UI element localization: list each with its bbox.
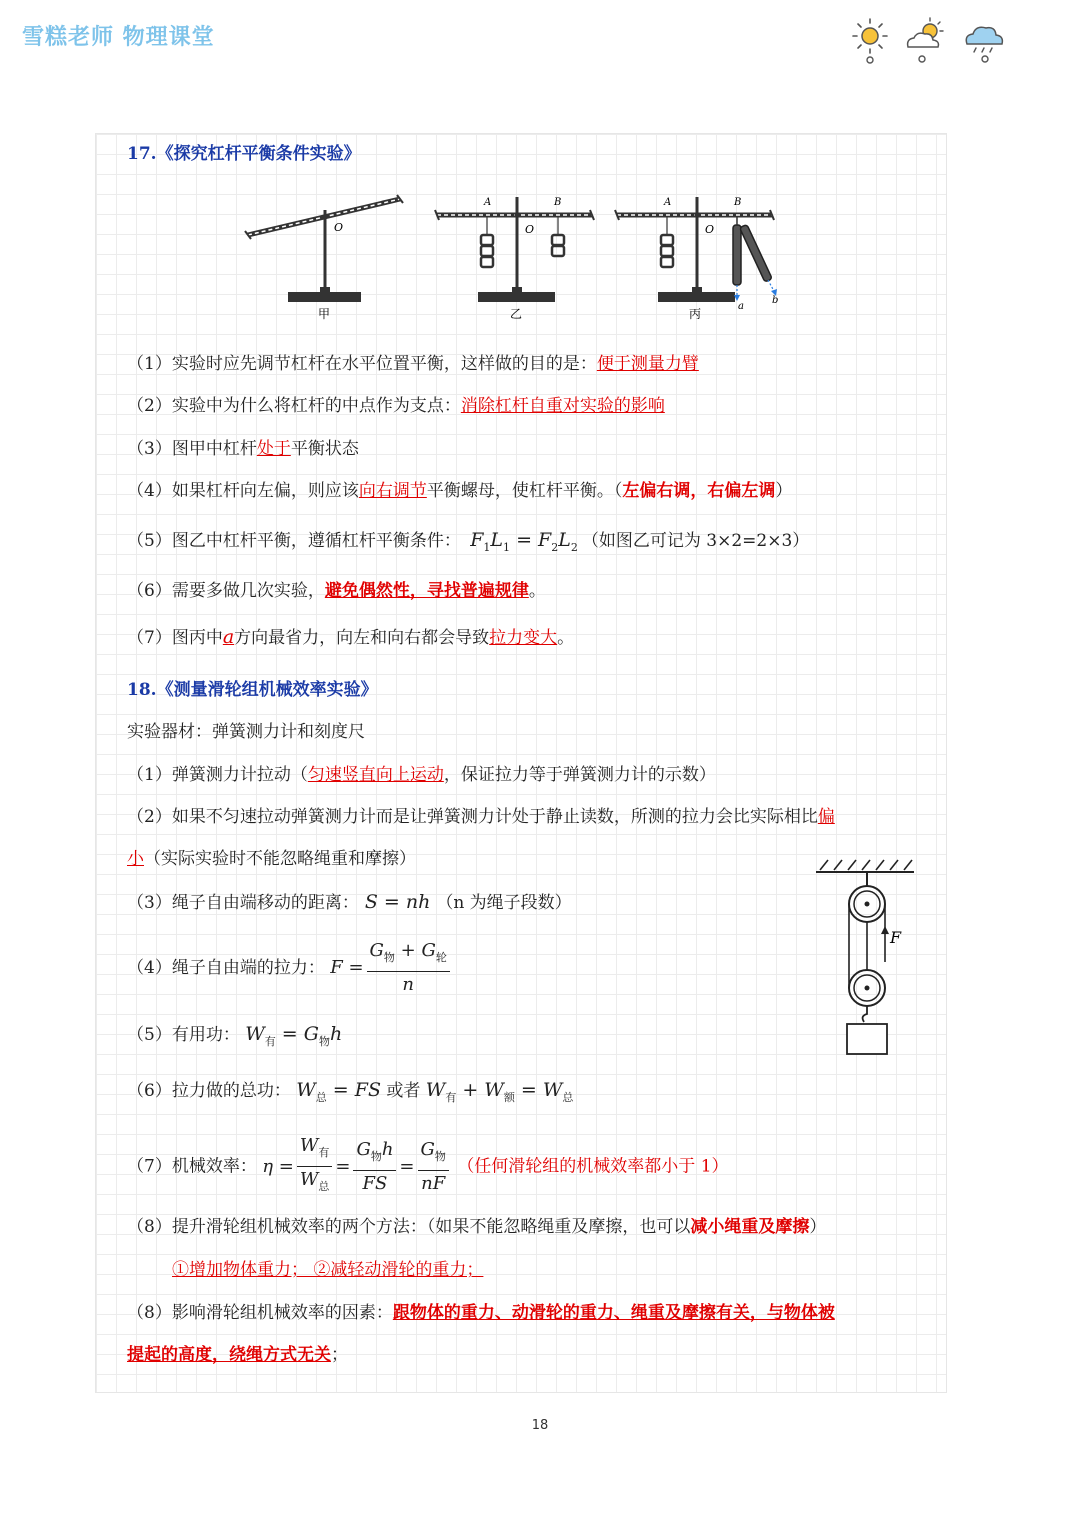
- direction-a-label: a: [738, 301, 744, 312]
- point-a-label: A: [664, 197, 672, 208]
- s18-question-7: （7）机械效率： η = $\frac{W_有}{W_总}$ = $\frac{G_物h}{FS}$ = $\frac{G_物}{nF}$ （任何滑轮组的机械效率都小于 1）: [127, 1135, 729, 1194]
- s18-note-7: （任何滑轮组的机械效率都小于 1）: [457, 1156, 729, 1177]
- pivot-label: O: [334, 221, 344, 234]
- s17-question-7: （7）图丙中a方向最省力，向左和向右都会导致拉力变大。: [127, 626, 575, 648]
- s18-question-8b-cont: 提起的高度，绕绳方式无关；: [127, 1345, 348, 1365]
- s17-note-4: 左偏右调，右偏左调: [622, 481, 776, 501]
- s18-question-6: （6）拉力做的总功： $W_总$ = FS 或者 $W_有 + W_额 = W_总$: [127, 1079, 574, 1104]
- s17-answer-1: 便于测量力臂: [596, 354, 699, 374]
- s18-red-8a: 减小绳重及摩擦: [690, 1217, 810, 1237]
- s17-answer-7: 拉力变大: [489, 628, 558, 648]
- pull-force-label: F: [890, 928, 902, 947]
- lever-balance-formula: $F_1L_1 = F_2L_2$: [470, 529, 578, 554]
- s18-answer-8a: ①增加物体重力； ②减轻动滑轮的重力；: [172, 1260, 484, 1280]
- s17-question-5: （5）图乙中杠杆平衡，遵循杠杆平衡条件： $F_1L_1 = F_2L_2$ （如图乙可记为 3×2=2×3）: [127, 529, 810, 554]
- figure-label-yi: 乙: [510, 307, 523, 321]
- lever-figure-yi: [435, 197, 594, 321]
- s18-question-8a: （8）提升滑轮组机械效率的两个方法：（如果不能忽略绳重及摩擦，也可以减小绳重及摩擦）: [127, 1217, 827, 1237]
- point-b-label: B: [554, 197, 562, 208]
- total-work-formula-a: $W_总$ = FS: [296, 1079, 381, 1104]
- s17-question-2: （2）实验中为什么将杠杆的中点作为支点：消除杠杆自重对实验的影响: [127, 396, 665, 416]
- section-18-title: 18.《测量滑轮组机械效率实验》: [127, 680, 378, 700]
- s18-question-4: （4）绳子自由端的拉力： F = $\frac{G_物 + G_轮}{n}$: [127, 940, 453, 996]
- section-17-title: 17.《探究杠杆平衡条件实验》: [127, 144, 361, 164]
- direction-b-label: b: [772, 295, 779, 306]
- s18-question-3: （3）绳子自由端移动的距离： S = nh （n 为绳子段数）: [127, 891, 572, 913]
- s17-question-6: （6）需要多做几次实验，避免偶然性，寻找普遍规律。: [127, 581, 546, 601]
- pivot-label: O: [525, 223, 535, 236]
- lever-figure-bing: [615, 197, 778, 321]
- lever-experiment-figure: [240, 185, 785, 325]
- s17-question-4: （4）如果杠杆向左偏，则应该向右调节平衡螺母，使杠杆平衡。（左偏右调，右偏左调）: [127, 481, 793, 501]
- pulley-system-figure: [810, 852, 920, 1057]
- rain-cloud-icon: [960, 14, 1010, 66]
- weight-block: [847, 1024, 887, 1054]
- pull-force-formula: F = $\frac{G_物 + G_轮}{n}$: [330, 957, 453, 978]
- s17-var-a: a: [222, 626, 235, 648]
- partly-cloudy-icon: [900, 14, 950, 66]
- s17-answer-4: 向右调节: [358, 481, 427, 501]
- point-a-label: A: [484, 197, 492, 208]
- s18-answer-2a: 偏: [817, 807, 835, 827]
- figure-label-bing: 丙: [689, 307, 702, 321]
- s18-question-2: （2）如果不匀速拉动弹簧测力计而是让弹簧测力计处于静止读数，所测的拉力会比实际相比偏: [127, 807, 835, 827]
- point-b-label: B: [734, 197, 742, 208]
- s17-answer-6: 避免偶然性，寻找普遍规律: [324, 581, 529, 601]
- s18-question-5: （5）有用功： $W_有 = G_物h$: [127, 1023, 343, 1048]
- s18-question-1: （1）弹簧测力计拉动（匀速竖直向上运动，保证拉力等于弹簧测力计的示数）: [127, 765, 716, 785]
- s18-methods-8a: [172, 1258, 483, 1282]
- useful-work-formula: $W_有 = G_物h$: [245, 1023, 343, 1048]
- efficiency-formula: η = $\frac{W_有}{W_总}$ = $\frac{G_物h}{FS}$ = $\frac{G_物}{nF}$: [262, 1156, 452, 1177]
- s18-equipment: 实验器材：弹簧测力计和刻度尺: [127, 722, 365, 742]
- brand-title: 雪糕老师 物理课堂: [22, 25, 215, 50]
- s17-question-3: （3）图甲中杠杆处于平衡状态: [127, 439, 359, 459]
- s18-answer-2b: 小: [127, 849, 144, 869]
- s18-question-8b: （8）影响滑轮组机械效率的因素：跟物体的重力、动滑轮的重力、绳重及摩擦有关，与物体被: [127, 1303, 835, 1323]
- s18-question-2-cont: 小（实际实验时不能忽略绳重和摩擦）: [127, 849, 416, 869]
- spring-scale-b: [740, 224, 773, 282]
- total-work-formula-b: $W_有 + W_额 = W_总$: [425, 1079, 574, 1104]
- s17-question-1: （1）实验时应先调节杠杆在水平位置平衡，这样做的目的是：便于测量力臂: [127, 354, 699, 374]
- figure-label-jia: 甲: [318, 307, 331, 321]
- s18-answer-1: 匀速竖直向上运动: [307, 765, 444, 785]
- lever-figure-jia: [245, 195, 403, 321]
- s17-answer-3: 处于: [256, 439, 291, 459]
- sun-icon: [845, 14, 895, 66]
- spring-scale-a: [733, 225, 741, 285]
- page-number: 18: [531, 1418, 549, 1433]
- s18-answer-8b-2: 提起的高度，绕绳方式无关: [127, 1345, 331, 1365]
- distance-formula: S = nh: [364, 891, 431, 913]
- s17-answer-2: 消除杠杆自重对实验的影响: [460, 396, 665, 416]
- s18-answer-8b-1: 跟物体的重力、动滑轮的重力、绳重及摩擦有关，与物体被: [392, 1303, 835, 1323]
- pivot-label: O: [705, 223, 715, 236]
